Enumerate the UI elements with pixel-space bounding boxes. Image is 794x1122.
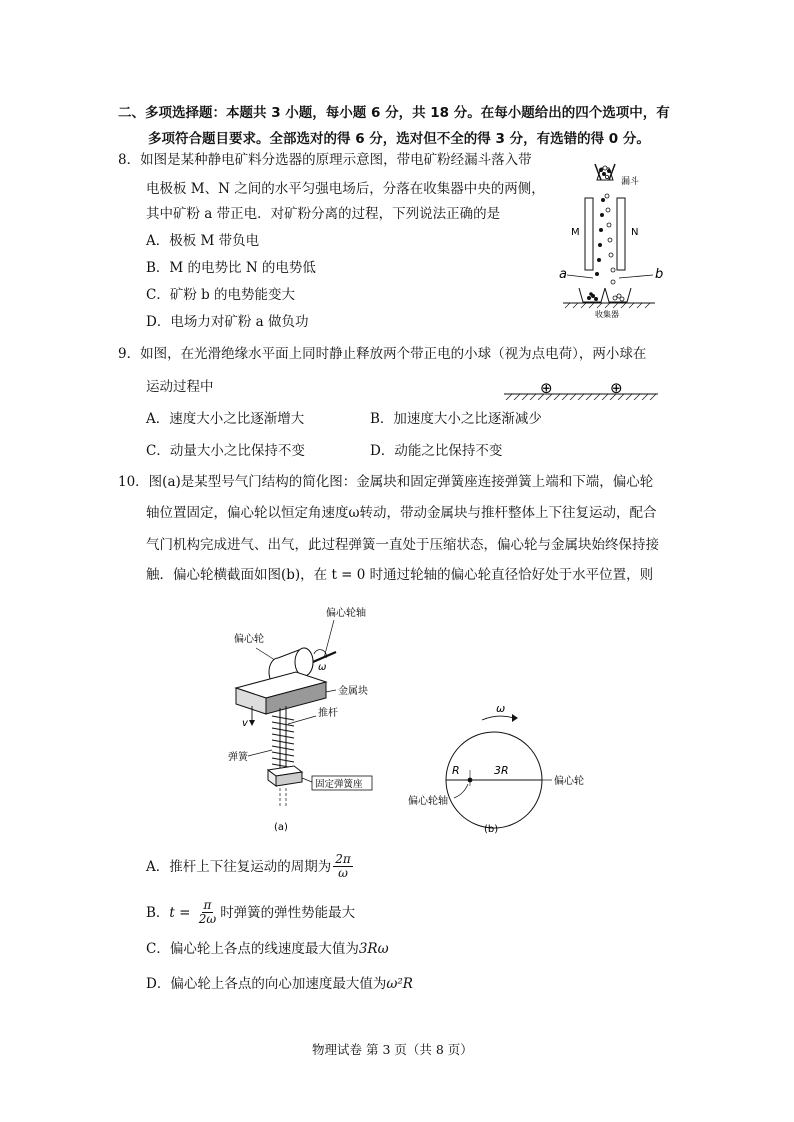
radius-3r-label: 3R xyxy=(494,764,509,777)
velocity-label: v xyxy=(242,718,248,729)
q9-stem-line2: 运动过程中 xyxy=(146,379,214,395)
q8-option-d: D．电场力对矿粉 a 做负功 xyxy=(146,314,309,330)
plate-n-label: N xyxy=(631,227,639,238)
q8-option-a: A．极板 M 带负电 xyxy=(146,233,260,249)
seat-label: 固定弹簧座 xyxy=(315,779,363,790)
q10-option-b-num: π xyxy=(203,898,212,912)
rod-label: 推杆 xyxy=(318,708,338,719)
q9-option-c: C．动量大小之比保持不变 xyxy=(146,443,305,459)
q8-option-b: B．M 的电势比 N 的电势低 xyxy=(146,260,316,276)
charge-1: ⊕ xyxy=(540,379,553,397)
q8-option-c: C．矿粉 b 的电势能变大 xyxy=(146,287,296,303)
caption-a: (a) xyxy=(274,822,288,833)
q10-option-c-math: 3Rω xyxy=(358,941,389,957)
q10-stem-line1: 10．图(a)是某型号气门结构的简化图：金属块和固定弹簧座连接弹簧上端和下端，偏心轮 xyxy=(118,474,654,490)
q10-option-c xyxy=(146,940,389,958)
charges-on-plane-diagram xyxy=(502,378,662,402)
wheel-label-b: 偏心轮 xyxy=(554,776,584,787)
section-heading-line2: 多项符合题目要求。全部选对的得 6 分，选对但不全的得 3 分，有选错的得 0 分。 xyxy=(148,131,650,147)
q10-option-b-eq: = xyxy=(174,904,195,921)
omega-label-a: ω xyxy=(318,662,327,673)
q8-stem-line3: 其中矿粉 a 带正电．对矿粉分离的过程，下列说法正确的是 xyxy=(146,206,501,222)
q10-option-b-fraction xyxy=(197,899,218,926)
page-footer: 物理试卷 第 3 页（共 8 页） xyxy=(312,1042,473,1057)
q10-option-b-den: 2ω xyxy=(198,912,217,926)
particle-a-label: a xyxy=(559,267,567,282)
plate-m xyxy=(585,198,593,270)
q10-stem-line3: 气门机构完成进气、出气，此过程弹簧一直处于压缩状态，偏心轮与金属块始终保持接 xyxy=(146,537,659,553)
q10-option-d xyxy=(146,975,413,993)
funnel-label: 漏斗 xyxy=(621,177,640,187)
plate-m-label: M xyxy=(571,227,580,238)
axle-label-a: 偏心轮轴 xyxy=(326,608,366,619)
plate-n xyxy=(617,198,625,270)
caption-b: (b) xyxy=(484,824,499,835)
q8-stem-line1: 8．如图是某种静电矿料分选器的原理示意图，带电矿粉经漏斗落入带 xyxy=(118,152,532,168)
valve-structure-diagram xyxy=(226,600,386,836)
wheel-label-a: 偏心轮 xyxy=(234,634,264,645)
q10-option-a-fraction xyxy=(333,853,353,880)
q10-option-b xyxy=(146,899,355,926)
charge-2: ⊕ xyxy=(610,379,623,397)
q9-option-a: A．速度大小之比逐渐增大 xyxy=(146,411,305,427)
q9-stem-line1: 9．如图，在光滑绝缘水平面上同时静止释放两个带正电的小球（视为点电荷），两小球在 xyxy=(118,346,647,362)
q8-stem-line2: 电极板 M、N 之间的水平匀强电场后，分落在收集器中央的两侧， xyxy=(146,181,545,197)
q10-option-d-math: ω²R xyxy=(386,976,413,992)
q10-option-a-den: ω xyxy=(338,866,348,880)
q10-option-b-prefix: B． xyxy=(146,904,170,921)
q9-option-d: D．动能之比保持不变 xyxy=(370,443,503,459)
radius-r-label: R xyxy=(452,764,460,777)
q10-option-a-num: 2π xyxy=(335,852,351,866)
axle-label-b: 偏心轮轴 xyxy=(408,796,448,807)
q10-option-c-text: C．偏心轮上各点的线速度最大值为 xyxy=(146,941,359,957)
q10-option-a-text: A．推杆上下往复运动的周期为 xyxy=(146,858,332,875)
omega-label-b: ω xyxy=(496,702,506,715)
eccentric-wheel-cross-section xyxy=(402,694,602,836)
collector-label: 收集器 xyxy=(595,310,619,319)
q10-option-a xyxy=(146,853,355,880)
q10-stem-line2: 轴位置固定，偏心轮以恒定角速度ω转动，带动金属块与推杆整体上下往复运动，配合 xyxy=(146,505,657,521)
spring-label: 弹簧 xyxy=(228,752,248,763)
q9-option-b: B．加速度大小之比逐渐减少 xyxy=(370,411,542,427)
q10-option-b-var: t xyxy=(169,904,175,921)
q10-option-d-text: D．偏心轮上各点的向心加速度最大值为 xyxy=(146,976,387,992)
block-label: 金属块 xyxy=(338,686,368,697)
particle-b-label: b xyxy=(655,267,664,282)
q10-stem-line4: 触．偏心轮横截面如图(b)，在 t = 0 时通过轮轴的偏心轮直径恰好处于水平位置，则 xyxy=(146,567,654,583)
section-heading-line1: 二、多项选择题：本题共 3 小题，每小题 6 分，共 18 分。在每小题给出的四个选项中，有 xyxy=(118,105,670,121)
separator-diagram xyxy=(555,160,665,320)
q10-option-b-suffix: 时弹簧的弹性势能最大 xyxy=(220,904,356,921)
